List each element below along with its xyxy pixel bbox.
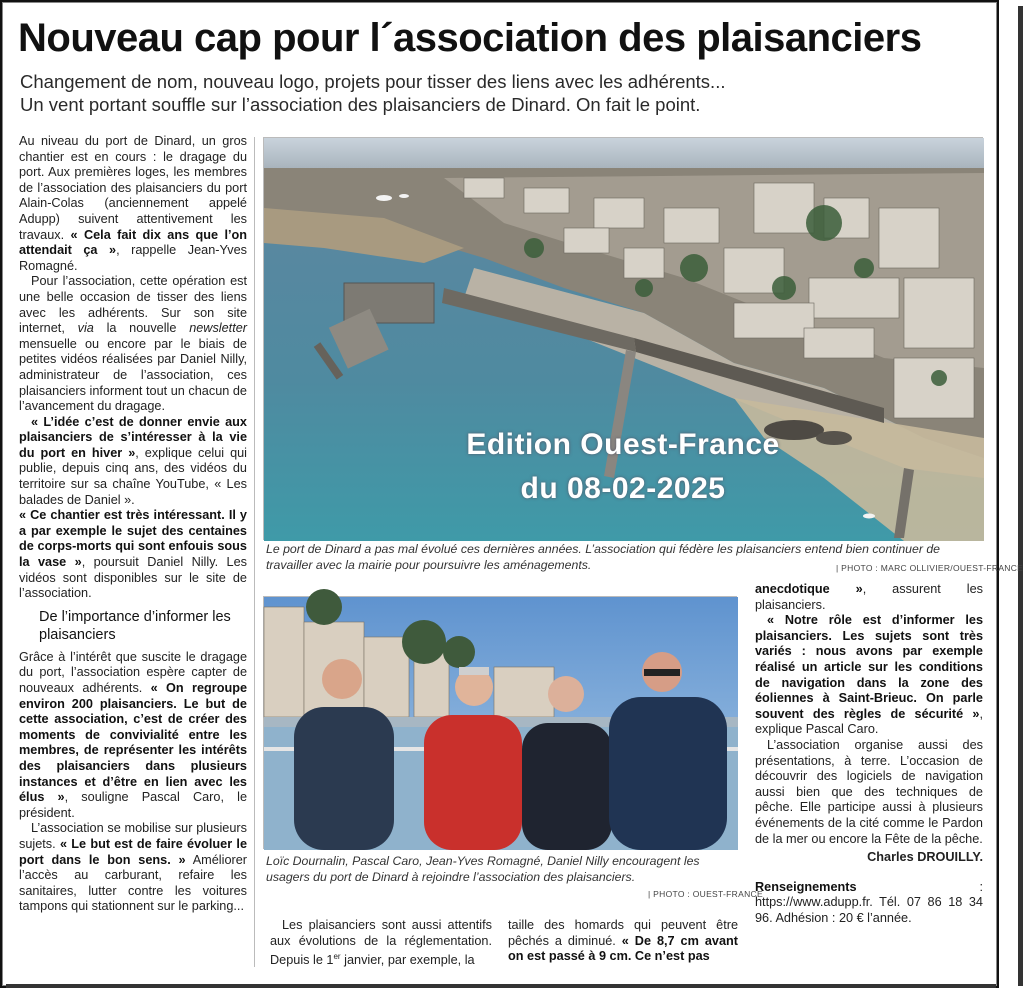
lead-paragraph xyxy=(20,70,980,116)
watermark-line-2: du 08-02-2025 xyxy=(520,472,726,505)
col1-paragraph-1: Au niveau du port de Dinard, un gros chantier est en cours : le dragage du port. Aux premières loges, les membres de l’association des plaisanciers du port Alain-Colas (anciennement appelé Adupp) suivent attentivement les travaux. « Cela fait dix ans que l’on attendait ça », rappelle Jean-Yves Romagné. xyxy=(19,134,247,273)
column-rule xyxy=(254,137,255,967)
photo1-caption: Le port de Dinard a pas mal évolué ces dernières années. L’association qui fédère les plaisanciers entend bien continuer de travailler avec la mairie pour poursuivre les aménagements. xyxy=(266,542,941,572)
photo2-credit: | PHOTO : OUEST-FRANCE xyxy=(648,889,763,899)
frame-shadow-right xyxy=(1018,6,1023,986)
column-1 xyxy=(19,134,247,915)
lead-line-1: Changement de nom, nouveau logo, projets pour tisser des liens avec les adhérents... xyxy=(20,71,726,92)
headline: Nouveau cap pour l´association des plaisanciers xyxy=(18,16,922,60)
col4-paragraph-1: anecdotique », assurent les plaisanciers. xyxy=(755,582,983,612)
column-2 xyxy=(270,918,492,969)
col4-paragraph-3: L’association organise aussi des présentations, à terre. L’occasion de découvrir des logiciels de navigation aussi bien que des techniques de pêche. Elle participe aussi à plusieurs événements de la cité comme le Pardon de la mer ou encore la Fête de la pêche. xyxy=(755,737,983,846)
col2-paragraph: Les plaisanciers sont aussi attentifs aux évolutions de la réglementation. Depuis le 1er janvier, par exemple, la xyxy=(270,918,492,968)
lead-line-2: Un vent portant souffle sur l’association des plaisanciers de Dinard. On fait le point. xyxy=(20,94,701,115)
info-block: Renseignements : https://www.adupp.fr. Tél. 07 86 18 34 96. Adhésion : 20 € l’année. xyxy=(755,879,983,925)
col1-paragraph-6: L’association se mobilise sur plusieurs sujets. « Le but est de faire évoluer le port dans le bon sens. » Améliorer l’accès au carburant, refaire les sanitaires, lutter contre les voitures tampons qui stationnent sur le parking... xyxy=(19,821,248,914)
quote: « Cela fait dix ans que l’on attendait ça » xyxy=(19,227,247,258)
col1-paragraph-3: « L’idée c’est de donner envie aux plaisanciers de s’intéresser à la vie du port en hiver », explique celui qui publie, depuis cinq ans, des vidéos du territoire sur sa chaîne YouTube, « Les balades de Daniel ». xyxy=(19,414,248,507)
watermark-line-1: Edition Ouest-France xyxy=(466,428,780,461)
quote: « Notre rôle est d’informer les plaisanciers. Les sujets sont très variés : nous avons par exemple réalisé un article sur les conditions de navigation dans la zone des éoliennes à Saint-Brieuc. On parle souvent des règles de sécurité » xyxy=(755,613,983,721)
col1-paragraph-4: « Ce chantier est très intéressant. Il y a par exemple le sujet des centaines de corps-morts qui sont enfouis sous la vase », poursuit Daniel Nilly. Les vidéos sont disponibles sur le site de l’association. xyxy=(19,508,247,601)
quote: « Ce chantier est très intéressant. Il y a par exemple le sujet des centaines de corps-morts qui sont enfouis sous la vase » xyxy=(19,508,247,570)
column-3 xyxy=(508,918,738,965)
group-photo xyxy=(263,596,737,849)
four-men-illustration xyxy=(264,597,738,850)
col1-paragraph-2: Pour l’association, cette opération est une belle occasion de tisser des liens avec les adhérents. Sur son site internet, via la nouvelle newsletter mensuelle ou encore par le biais de petites vidéos réalisées par Daniel Nilly, administrateur de l’association, ces plaisanciers informent tout un chacun de l’avancement du dragage. xyxy=(19,274,248,414)
quote: anecdotique » xyxy=(755,582,863,596)
col3-paragraph: taille des homards qui peuvent être pêchés a diminué. « De 8,7 cm avant on est passé à 9 cm. Ce n’est pas xyxy=(508,918,738,964)
aerial-port-photo xyxy=(263,137,983,540)
photo2-caption: Loïc Dournalin, Pascal Caro, Jean-Yves Romagné, Daniel Nilly encouragent les usagers du port de Dinard à rejoindre l’association des plaisanciers. xyxy=(266,854,700,884)
frame-shadow-bottom xyxy=(6,984,996,988)
column-4 xyxy=(755,582,983,926)
quote: « L’idée c’est de donner envie aux plaisanciers de s’intéresser à la vie du port en hiver » xyxy=(19,414,247,460)
col4-paragraph-2: « Notre rôle est d’informer les plaisanciers. Les sujets sont très variés : nous avons par exemple réalisé un article sur les conditions de navigation dans la zone des éoliennes à Saint-Brieuc. On parle souvent des règles de sécurité », explique Pascal Caro. xyxy=(755,613,983,737)
photo1-credit: | PHOTO : MARC OLLIVIER/OUEST-FRANCE xyxy=(836,563,1023,573)
quote: « De 8,7 cm avant on est passé à 9 cm. Ce n’est pas xyxy=(508,933,738,964)
col1-paragraph-5: Grâce à l’intérêt que suscite le dragage du port, l’association espère capter de nouveaux adhérents. « On regroupe environ 200 plaisanciers. Le but de cette association, c’est de créer des moments de convivialité entre les membres, de représenter les intérêts des plaisanciers dans plusieurs instances et d’être en lien avec les élus », souligne Pascal Caro, le président. xyxy=(19,649,248,820)
author-signature: Charles DROUILLY. xyxy=(867,850,983,865)
quote: « Le but est de faire évoluer le port dans le bon sens. » xyxy=(19,836,247,867)
subheading: De l’importance d’informer les plaisanciers xyxy=(39,608,231,643)
quote: « On regroupe environ 200 plaisanciers. Le but de cette association, c’est de créer des moments de convivialité entre les membres, de représenter les intérêts des plaisanciers dans plusieurs instances et d’être en lien avec les élus » xyxy=(19,681,248,805)
